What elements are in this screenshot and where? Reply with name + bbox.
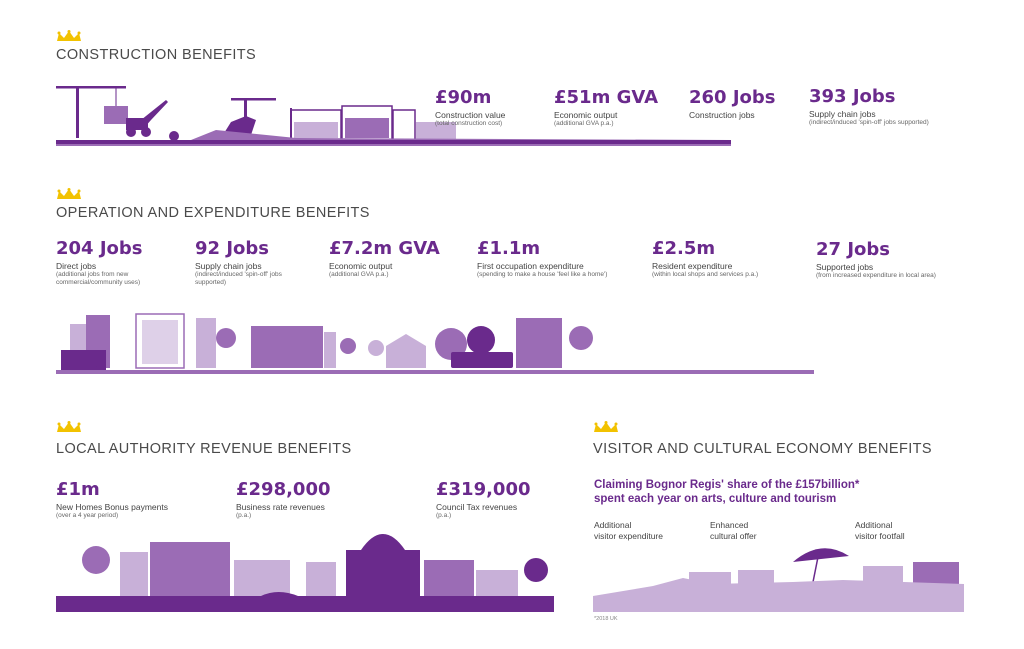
stat-value: £1.1m <box>477 238 541 259</box>
stat-value: 204 Jobs <box>56 238 143 259</box>
crown-icon <box>56 30 82 42</box>
visitor-label-line: visitor footfall <box>855 531 905 541</box>
crown-icon <box>56 188 82 200</box>
operation-stat <box>652 239 758 279</box>
stat-value: £2.5m <box>652 238 716 259</box>
stat-label: Council Tax revenues <box>436 502 518 512</box>
operation-stat <box>816 240 936 280</box>
stat-note: (additional GVA p.a.) <box>329 271 389 278</box>
stat-value: £298,000 <box>236 479 331 500</box>
stat-label: Supported jobs <box>816 262 874 272</box>
stat-note: (spending to make a house 'feel like a home') <box>477 271 608 278</box>
local-authority-title: LOCAL AUTHORITY REVENUE BENEFITS <box>56 441 352 457</box>
stat-label: Supply chain jobs <box>809 109 876 119</box>
stat-note: (within local shops and services p.a.) <box>652 271 759 278</box>
visitor-label-line: Additional <box>594 520 632 530</box>
civic-illustration <box>56 512 554 612</box>
visitor-label-line: Additional <box>855 520 893 530</box>
stat-value: £90m <box>435 87 492 108</box>
stat-label: New Homes Bonus payments <box>56 502 168 512</box>
claim-line: Claiming Bognor Regis' share of the £157billion* <box>594 479 860 491</box>
stat-note: (indirect/induced 'spin-off' jobs supported) <box>809 119 929 126</box>
stat-value: 393 Jobs <box>809 86 896 107</box>
stat-note: commercial/community uses) <box>56 279 141 286</box>
stat-value: £51m GVA <box>554 87 659 108</box>
construction-title: CONSTRUCTION BENEFITS <box>56 47 257 63</box>
stat-value: 92 Jobs <box>195 238 269 259</box>
stat-value: £7.2m GVA <box>329 238 440 259</box>
stat-note: (p.a.) <box>436 512 452 519</box>
stat-value: 260 Jobs <box>689 87 776 108</box>
stat-label: Construction jobs <box>689 110 755 120</box>
visitor-label-line: Enhanced <box>710 520 749 530</box>
operation-stat <box>329 239 440 279</box>
construction-stat <box>435 88 505 128</box>
claim-line: spent each year on arts, culture and tourism <box>594 493 837 505</box>
stat-label: Construction value <box>435 110 506 120</box>
stat-label: Direct jobs <box>56 261 97 271</box>
stat-note: (total construction cost) <box>435 120 503 127</box>
stat-note: (from increased expenditure in local area) <box>816 272 936 279</box>
operation-title: OPERATION AND EXPENDITURE BENEFITS <box>56 205 370 221</box>
seaside-illustration <box>593 536 964 612</box>
crown-icon <box>593 421 619 433</box>
stat-note: (indirect/induced 'spin-off' jobs <box>195 271 282 278</box>
operation-stat <box>56 239 143 287</box>
visitor-label-line: cultural offer <box>710 531 757 541</box>
stat-note: (p.a.) <box>236 512 252 519</box>
stat-label: Resident expenditure <box>652 261 733 271</box>
stat-note: supported) <box>195 279 227 286</box>
stat-label: Business rate revenues <box>236 502 325 512</box>
stat-label: Economic output <box>554 110 618 120</box>
stat-note: (over a 4 year period) <box>56 512 119 519</box>
visitor-claim <box>594 478 859 506</box>
construction-stat <box>809 87 929 127</box>
visitor-title: VISITOR AND CULTURAL ECONOMY BENEFITS <box>593 441 932 457</box>
stat-label: Supply chain jobs <box>195 261 262 271</box>
townscape-illustration <box>56 310 814 376</box>
stat-value: £1m <box>56 479 100 500</box>
stat-value: 27 Jobs <box>816 239 890 260</box>
footnote: *2018 UK <box>594 616 618 622</box>
stat-label: First occupation expenditure <box>477 261 584 271</box>
construction-stat <box>554 88 658 128</box>
crown-icon <box>56 421 82 433</box>
stat-note: (additional jobs from new <box>56 271 129 278</box>
operation-stat <box>195 239 282 287</box>
operation-stat <box>477 239 607 279</box>
stat-value: £319,000 <box>436 479 531 500</box>
stat-note: (additional GVA p.a.) <box>554 120 614 127</box>
stat-label: Economic output <box>329 261 393 271</box>
construction-stat <box>689 88 776 120</box>
visitor-label-line: visitor expenditure <box>594 531 663 541</box>
